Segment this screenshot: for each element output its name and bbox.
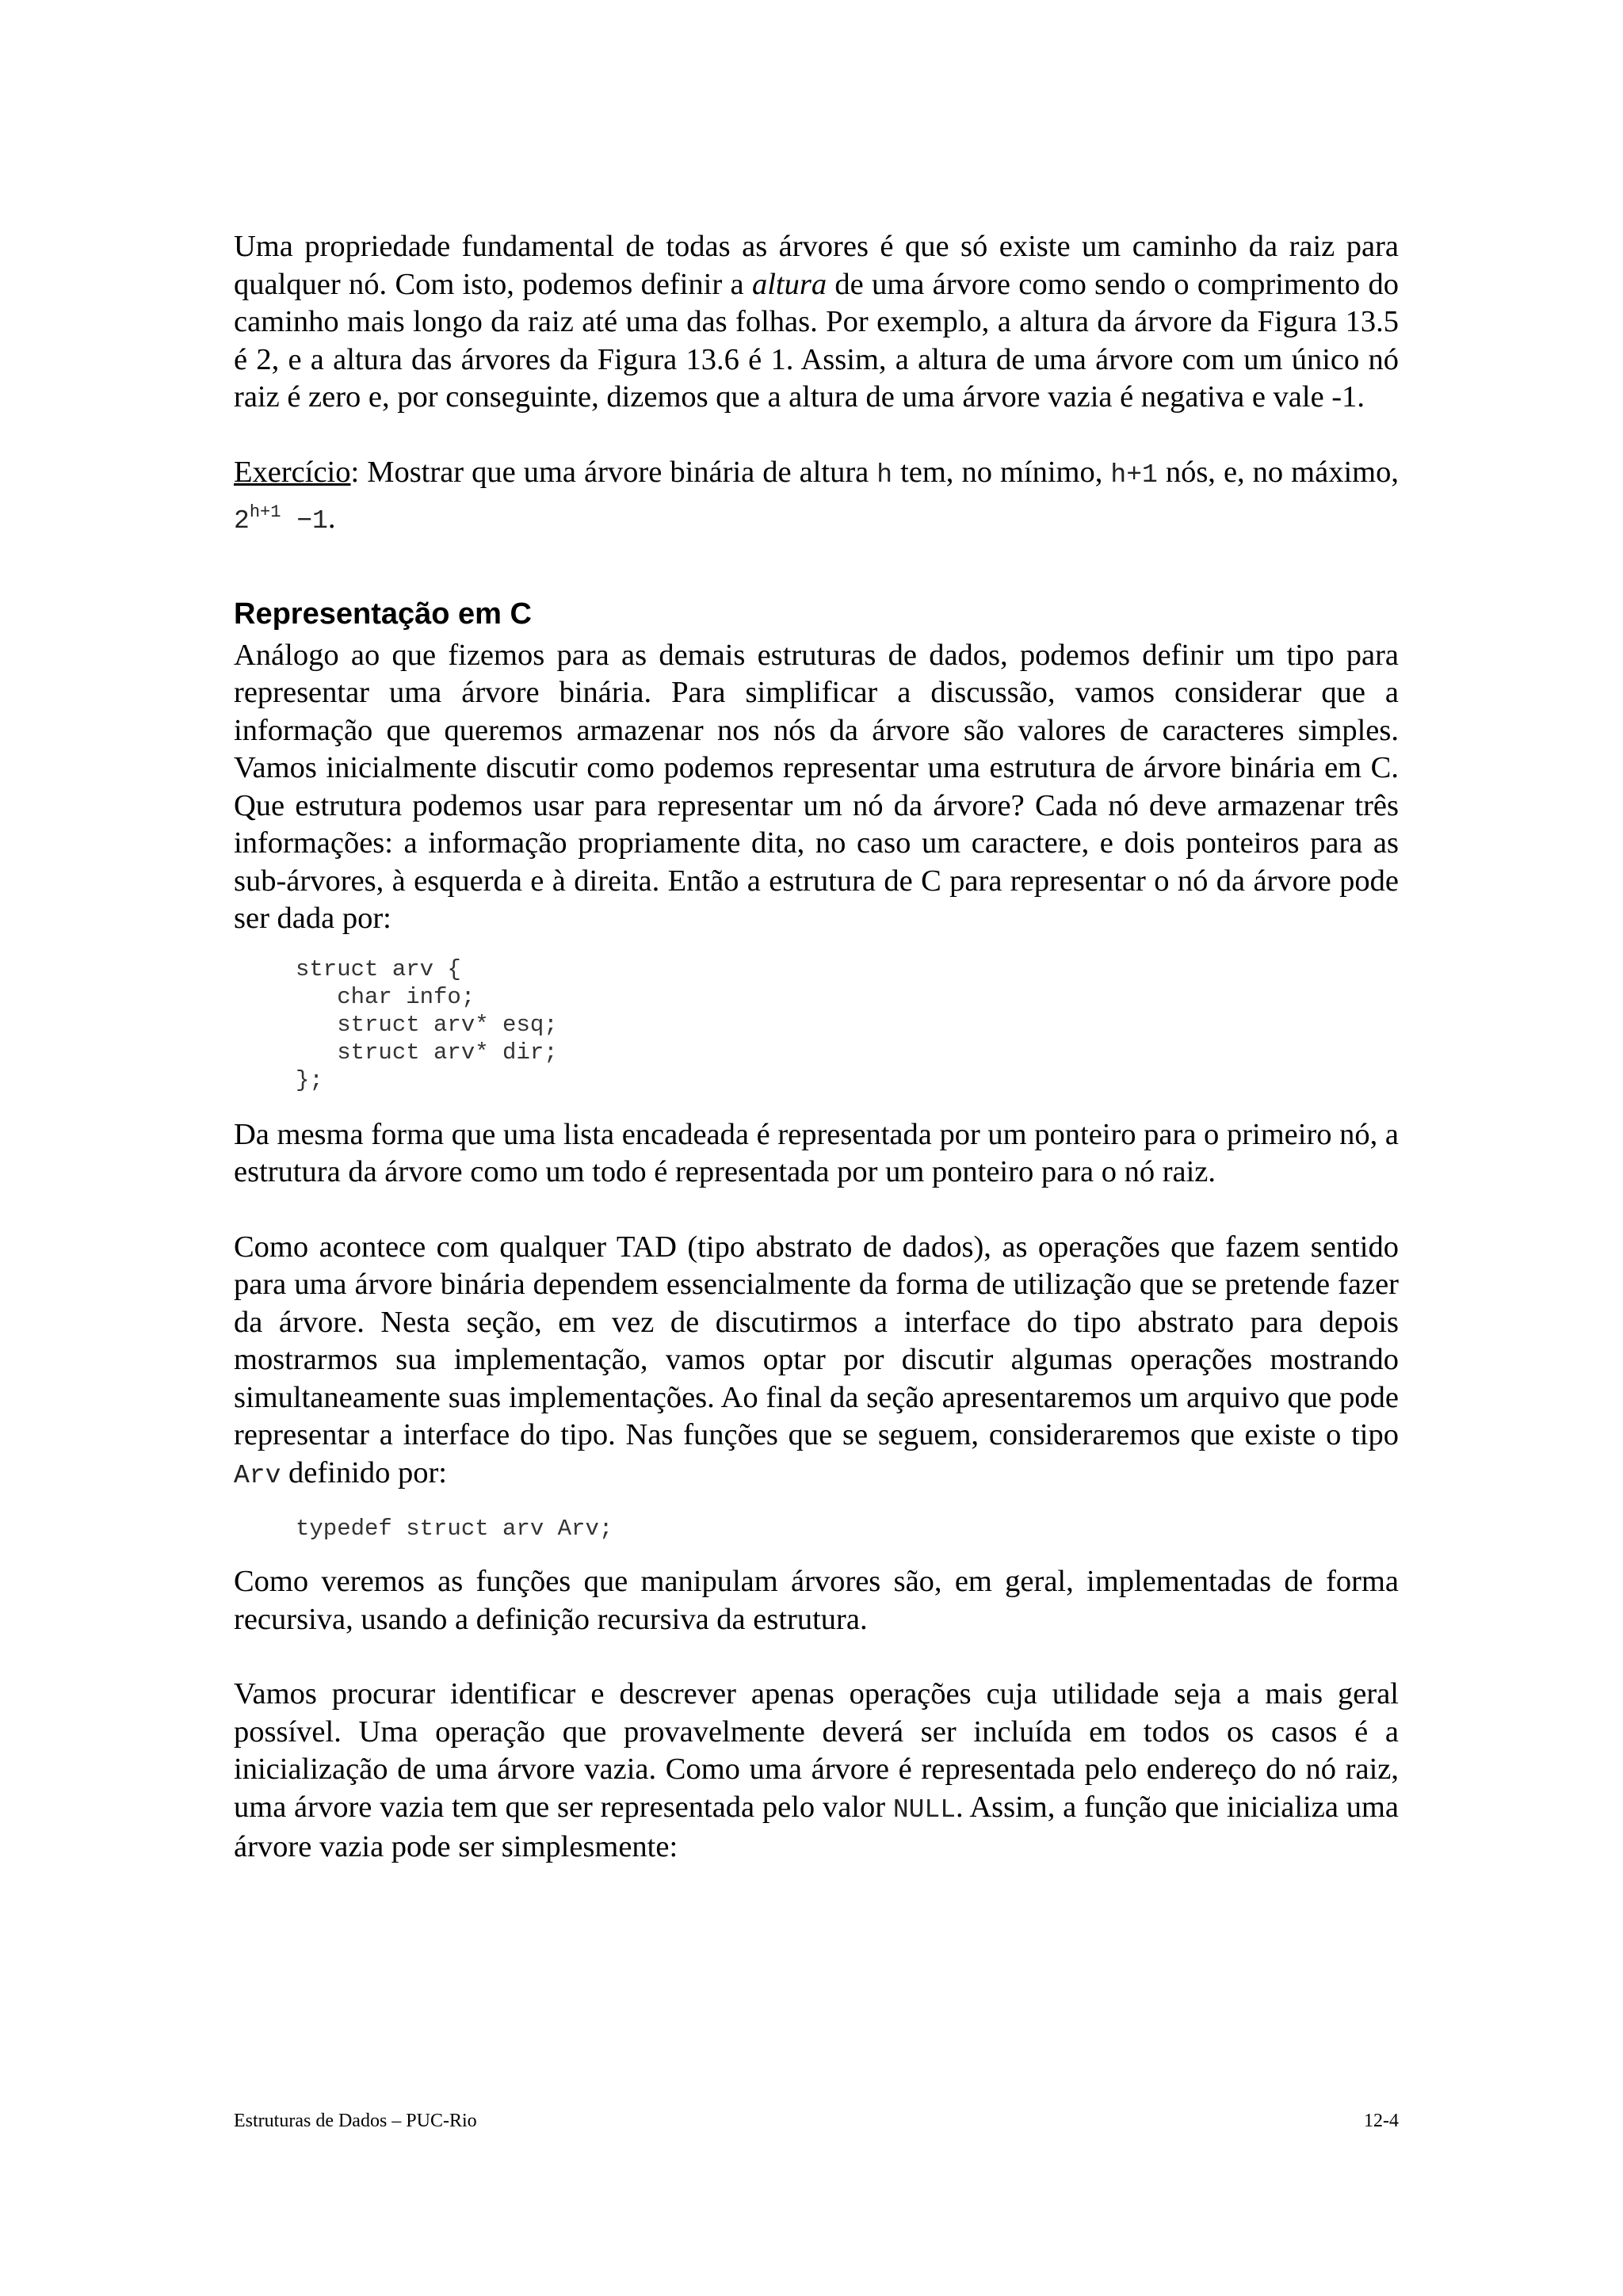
page-content bbox=[234, 228, 1399, 1867]
exercise-text-d: . bbox=[327, 502, 336, 535]
p4-code-arv: Arv bbox=[234, 1460, 281, 1490]
p1-text-a: Uma propriedade fundamental de todas as árvores é que só existe um caminho da raiz para qualquer nó. Com isto, podemos definir a bbox=[234, 230, 1399, 301]
p4-text-a: Como acontece com qualquer TAD (tipo abstrato de dados), as operações que fazem sentido para uma árvore binária dependem essencialmente da forma de utilização que se pretende fazer da árvore. Nesta seção, em vez de discutirmos a interface do tipo abstrato para depois mostrarmos sua implementação, vamos optar por discutir algumas operações mostrando simultaneamente suas implementações. Ao final da seção apresentaremos um arquivo que pode representar a interface do tipo. Nas funções que se seguem, consideraremos que existe o tipo bbox=[234, 1230, 1399, 1451]
footer-title: Estruturas de Dados – PUC-Rio bbox=[234, 2111, 477, 2131]
p4-text-b: definido por: bbox=[281, 1455, 447, 1489]
paragraph-recursive: Como veremos as funções que manipulam árvores são, em geral, implementadas de forma recursiva, usando a definição recursiva da estrutura. bbox=[234, 1565, 1399, 1636]
code-block-typedef: typedef struct arv Arv; bbox=[296, 1516, 613, 1542]
section-heading: Representação em C bbox=[234, 597, 532, 631]
exercise-power-base: 2 bbox=[234, 506, 250, 536]
p6-code-null: NULL bbox=[892, 1794, 957, 1825]
paragraph-height-definition bbox=[234, 228, 1399, 417]
code-block-struct: struct arv { char info; struct arv* esq; struct arv* dir; }; bbox=[296, 955, 558, 1093]
p1-text-b: de uma árvore como sendo o comprimento do caminho mais longo da raiz até uma das folhas. Por exemplo, a altura da árvore da Figura 13.5 é 2, e a altura das árvores da Figura 13.6 é 1. Assim, a altura de uma árvore com um único nó raiz é zero e, por conseguinte, dizemos que a altura de uma árvore vazia é negativa e vale -1. bbox=[234, 267, 1399, 414]
paragraph-empty-tree bbox=[234, 1676, 1399, 1867]
p1-italic-term: altura bbox=[751, 267, 827, 301]
paragraph-representation: Análogo ao que fizemos para as demais estruturas de dados, podemos definir um tipo para representar uma árvore binária. Para simplificar a discussão, vamos considerar que a informação que queremos armazenar nos nós da árvore são valores de caracteres simples. Vamos inicialmente discutir como podemos representar uma estrutura de árvore binária em C. Que estrutura podemos usar para representar um nó da árvore? Cada nó deve armazenar três informações: a informação propriamente dita, no caso um caractere, e dois ponteiros para as sub-árvores, à esquerda e à direita. Então a estrutura de C para representar o nó da árvore pode ser dada por: bbox=[234, 638, 1399, 935]
exercise-code-minus1: −1 bbox=[281, 506, 328, 536]
exercise-text-b: tem, no mínimo, bbox=[892, 455, 1111, 489]
exercise-code-h1: h+1 bbox=[1110, 460, 1158, 490]
footer-page-number: 12-4 bbox=[1364, 2111, 1399, 2131]
exercise-power-exponent: h+1 bbox=[249, 502, 281, 522]
paragraph-tad-operations bbox=[234, 1229, 1399, 1495]
exercise-text-a: : Mostrar que uma árvore binária de altura bbox=[350, 455, 877, 489]
exercise-paragraph bbox=[234, 454, 1399, 540]
p6-text-a: Vamos procurar identificar e descrever apenas operações cuja utilidade seja a mais geral possível. Uma operação que provavelmente deverá ser incluída em todos os casos é a inicialização de uma árvore vazia. Como uma árvore é representada pelo endereço do nó raiz, uma árvore vazia tem que ser representada pelo valor bbox=[234, 1677, 1399, 1824]
exercise-text-c: nós, e, no máximo, bbox=[1157, 455, 1399, 489]
p6-text-b: . Assim, a função que inicializa uma árvore vazia pode ser simplesmente: bbox=[234, 1790, 1399, 1863]
exercise-code-h: h bbox=[876, 460, 893, 490]
exercise-label: Exercício bbox=[234, 455, 351, 489]
paragraph-root-pointer: Da mesma forma que uma lista encadeada é representada por um ponteiro para o primeiro nó, a estrutura da árvore como um todo é representada por um ponteiro para o nó raiz. bbox=[234, 1117, 1399, 1188]
